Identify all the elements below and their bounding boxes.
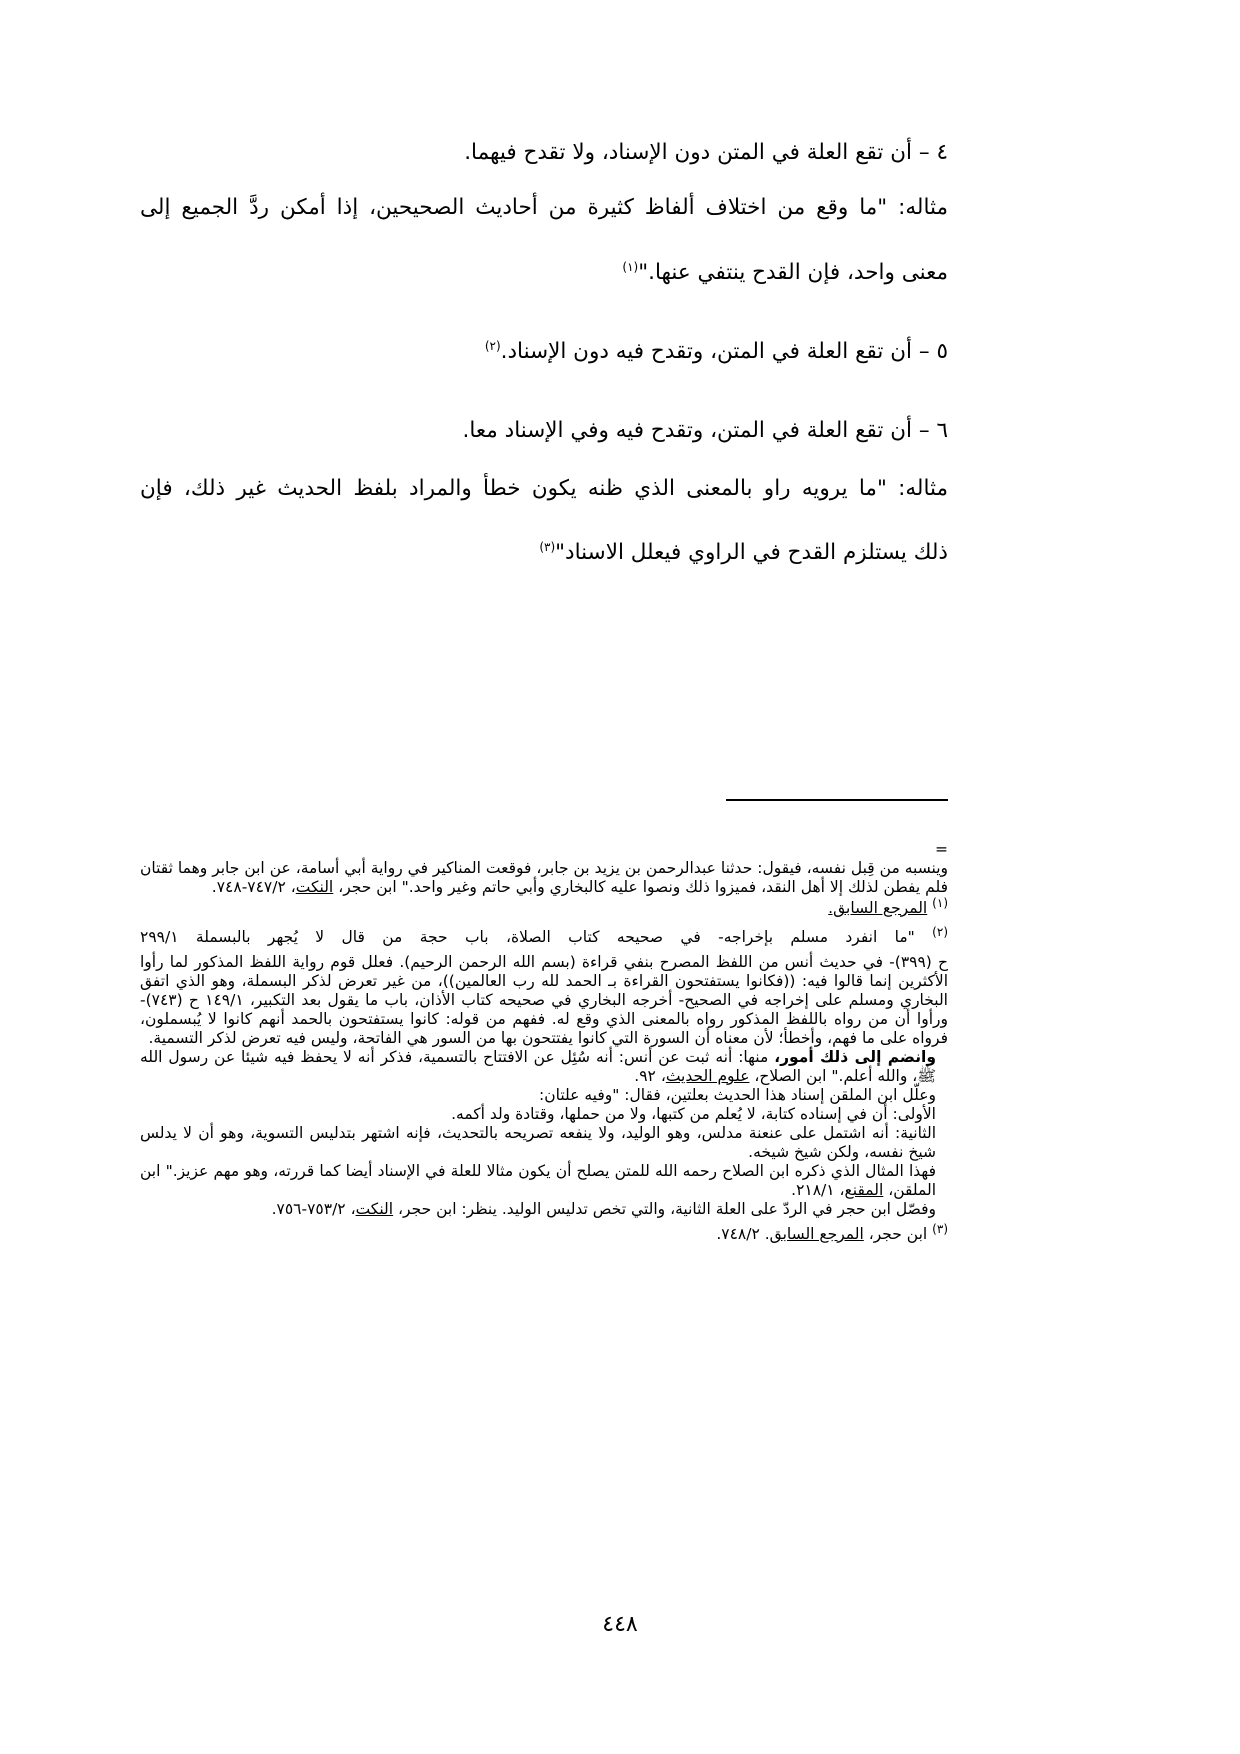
footnote-ref-2[interactable]: (٢) <box>484 338 501 353</box>
point-5-text: ٥ – أن تقع العلة في المتن، وتقدح فيه دون الإسناد. <box>500 339 948 364</box>
ref-title-ulum: علوم الحديث <box>665 1067 750 1085</box>
footnote-2-paragraph-1: ح (٣٩٩)- في حديث أنس من اللفظ المصرح بنفي قراءة (بسم الله الرحمن الرحيم). فعلل قوم رواية اللفظ المذكور لما رأوا الأكثرين إنما قالوا فيه: ((فكانوا يستفتحون القراءة بـ الحمد لله رب العالمين))، من غير تعرض لذكر البسملة، وهو الذي اتفق البخاري ومسلم على إخراجه في الصحيح- أخرجه البخاري في صحيحه كتاب الأذان، باب ما يقول بعد التكبير، ١٤٩/١ ح (٧٤٣)- ورأوا أن من رواه باللفظ المذكور رواه بالمعنى الذي وقع له. ففهم من قوله: كانوا يستفتحون بالحمد أنهم كانوا لا يُبسملون، فرواه على ما فهم، وأخطأ؛ لأن معناه أن السورة التي كانوا يفتتحون بها من السور هي الفاتحة، وليس فيه تعرض لذكر التسمية. <box>140 953 948 1047</box>
footnote-2-paragraph-7 <box>140 1200 948 1219</box>
point-4-line <box>140 138 948 168</box>
footnote-2-paragraph-6 <box>140 1162 948 1200</box>
footnote-1-text: المرجع السابق. <box>828 899 928 917</box>
footnote-3-number: (٣) <box>932 1221 948 1236</box>
continued-footnote-text: وينسبه من قِبل نفسه، فيقول: حدثنا عبدالرحمن بن يزيد بن جابر، فوقعت المناكير في رواية أبي أسامة، عن ابن جابر وهما ثقتان فلم يفطن لذلك إلا أهل النقد، فميزوا ذلك ونصوا عليه كالبخاري وأبي حاتم وغير واحد." ابن حجر، <box>140 859 948 896</box>
footnote-3 <box>140 1221 948 1244</box>
ref-pages: ، ٧٥٣/٢-٧٥٦. <box>271 1200 356 1218</box>
footnote-2-number: (٢) <box>932 924 948 939</box>
example-2-text-2: ذلك يستلزم القدح في الراوي فيعلل الاسناد" <box>555 540 948 565</box>
example-1-text-1: مثاله: "ما وقع من اختلاف ألفاظ كثيرة من أحاديث الصحيحين، إذا أمكن ردَّ الجميع إلى <box>140 195 948 220</box>
footnote-3-text: ابن حجر، <box>868 1225 928 1243</box>
footnote-2-paragraph-2 <box>140 1048 948 1086</box>
footnote-1-number: (١) <box>932 895 948 910</box>
page-number: ٤٤٨ <box>602 1612 638 1637</box>
continued-footnote <box>140 859 948 897</box>
example-1-line-1 <box>140 193 948 223</box>
footnote-2-paragraph-7-text: وفصّل ابن حجر في الردّ على العلة الثانية، والتي تخص تدليس الوليد. ينظر: ابن حجر، <box>398 1200 936 1218</box>
point-5-line <box>140 337 948 367</box>
ref-pages: ، ٩٢. <box>634 1067 666 1085</box>
ref-pages: ، ٢١٨/١. <box>791 1181 845 1199</box>
continuation-marker: = <box>935 840 948 858</box>
footnote-2-paragraph-4: الأولى: أن في إسناده كتابة، لا يُعلم من كتبها، ولا من حملها، وقتادة ولد أكمه. <box>451 1105 936 1123</box>
example-2-line-1 <box>140 474 948 504</box>
ref-title-nukat: النكت <box>355 1200 394 1218</box>
example-1-line-2 <box>140 258 948 288</box>
footnote-2-first-line <box>140 924 948 947</box>
footnote-1 <box>140 895 948 918</box>
ref-title-previous: المرجع السابق <box>769 1225 864 1243</box>
point-4-text: ٤ – أن تقع العلة في المتن دون الإسناد، ولا تقدح فيهما. <box>464 140 948 165</box>
spacer <box>140 918 948 928</box>
ref-pages: ، ٧٤٧/٢-٧٤٨. <box>211 878 296 896</box>
ref-title-nukat: النكت <box>295 878 334 896</box>
point-6-text: ٦ – أن تقع العلة في المتن، وتقدح فيه وفي الإسناد معا. <box>462 418 948 443</box>
footnote-separator <box>726 799 948 801</box>
bold-phrase: وانضم إلى ذلك أمور، <box>774 1048 936 1066</box>
ref-title-muqni: المقنع <box>844 1181 884 1199</box>
footnote-2-paragraph-2-text: منها: أنه ثبت عن أنس: أنه سُئِل عن الافتتاح بالتسمية، فذكر أنه لا يحفظ فيه شيئا عن رسول الله ﷺ، والله أعلم." ابن الصلاح، <box>140 1048 936 1085</box>
example-1-text-2: معنى واحد، فإن القدح ينتفي عنها." <box>638 260 948 285</box>
footnote-2-paragraph-5: الثانية: أنه اشتمل على عنعنة مدلس، وهو الوليد، ولا ينفعه تصريحه بالتحديث، فإنه اشتهر بتدليس التسوية، وهو أن لا يدلس شيخ نفسه، ولكن شيخ شيخه. <box>140 1124 936 1161</box>
footnote-2-text: "ما انفرد مسلم بإخراجه- في صحيحه كتاب الصلاة، باب حجة من قال لا يُجهر بالبسملة ٢٩٩/١ <box>140 928 915 946</box>
footnote-2-paragraph-6-text: فهذا المثال الذي ذكره ابن الصلاح رحمه الله للمتن يصلح أن يكون مثالا للعلة في الإسناد أيضا كما قررته، وهو مهم عزيز." ابن الملقن، <box>140 1162 936 1199</box>
ref-pages: . ٧٤٨/٢. <box>716 1225 770 1243</box>
footnote-ref-1[interactable]: (١) <box>622 259 639 274</box>
point-6-line <box>140 416 948 446</box>
footnotes <box>140 840 948 1244</box>
example-2-line-2 <box>140 538 948 568</box>
footnote-2-paragraph-3: وعلّل ابن الملقن إسناد هذا الحديث بعلتين، فقال: "وفيه علتان: <box>539 1086 936 1104</box>
footnote-ref-3[interactable]: (٣) <box>539 539 556 554</box>
example-2-text-1: مثاله: "ما يرويه راو بالمعنى الذي ظنه يكون خطأ والمراد بلفظ الحديث غير ذلك، فإن <box>140 476 948 501</box>
